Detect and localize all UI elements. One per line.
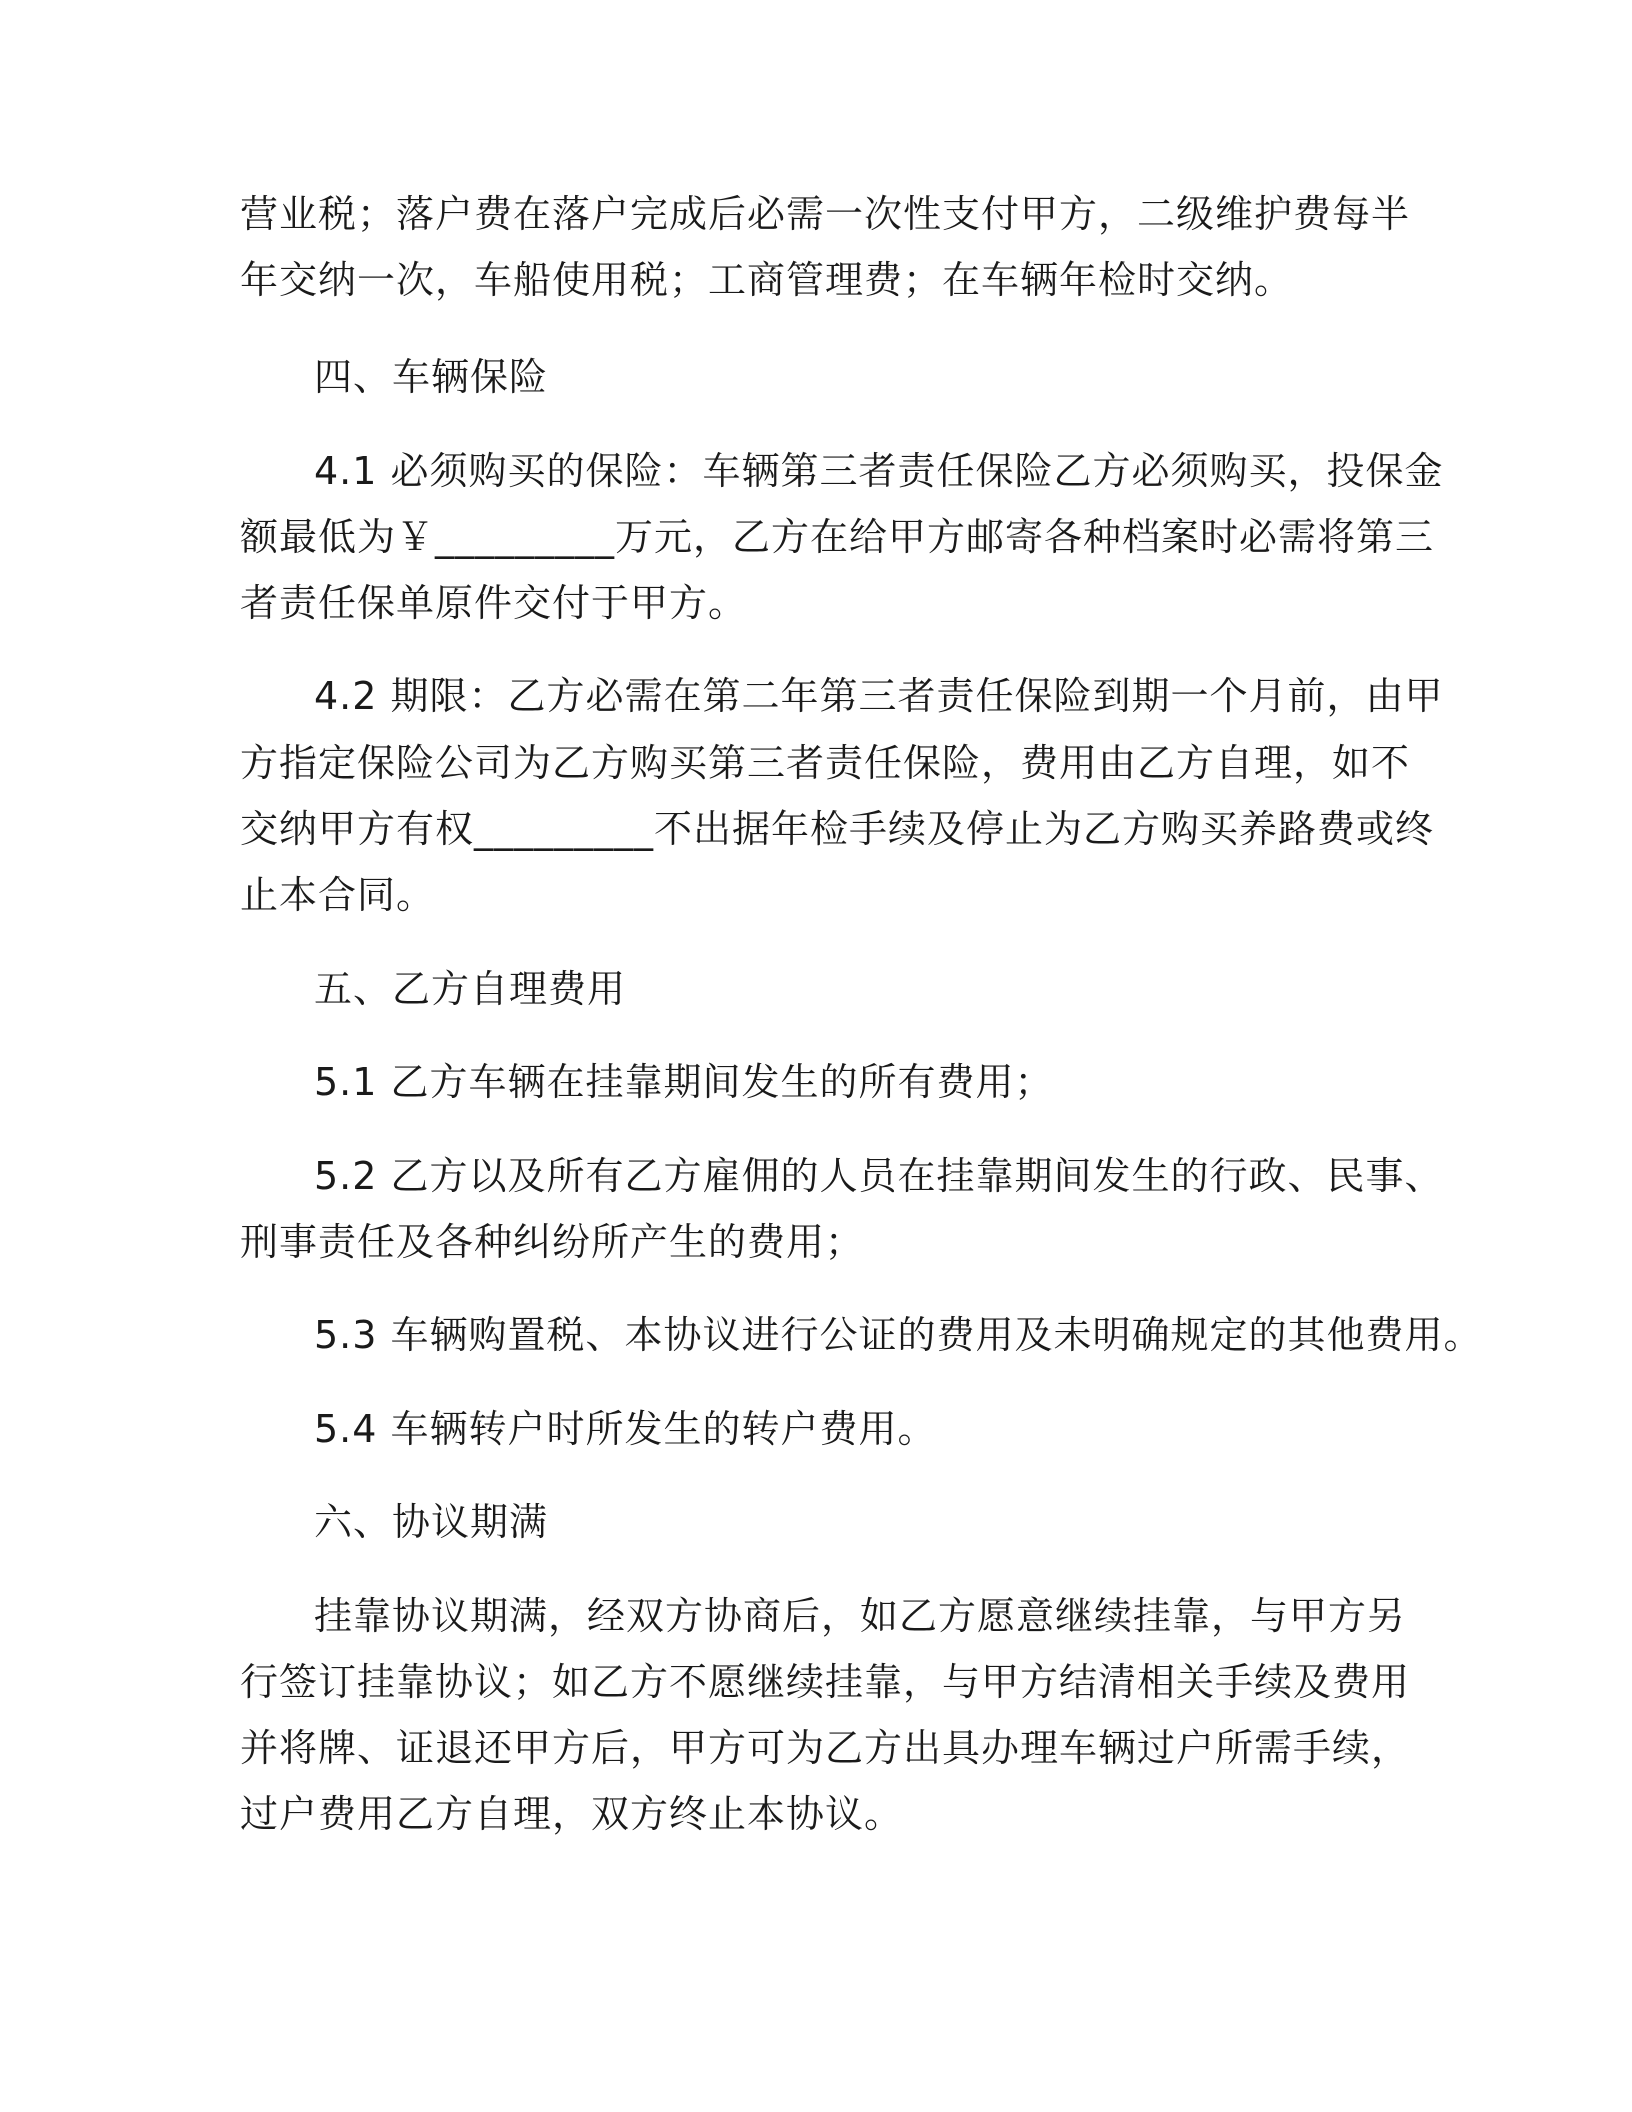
text-line: 额最低为￥_________万元，乙方在给甲方邮寄各种档案时必需将第三: [240, 515, 1435, 559]
text-line: 4.2 期限：乙方必需在第二年第三者责任保险到期一个月前，由甲: [314, 674, 1444, 718]
section-heading: 四、车辆保险: [314, 355, 549, 399]
text-line: 止本合同。: [240, 873, 436, 917]
text-line: 过户费用乙方自理，双方终止本协议。: [240, 1792, 904, 1836]
section-heading: 六、协议期满: [314, 1500, 549, 1544]
text-line: 5.3 车辆购置税、本协议进行公证的费用及未明确规定的其他费用。: [314, 1313, 1483, 1357]
text-line: 挂靠协议期满，经双方协商后，如乙方愿意继续挂靠，与甲方另: [314, 1594, 1407, 1638]
text-line: 并将牌、证退还甲方后，甲方可为乙方出具办理车辆过户所需手续，: [240, 1726, 1411, 1770]
text-line: 5.2 乙方以及所有乙方雇佣的人员在挂靠期间发生的行政、民事、: [314, 1154, 1444, 1198]
text-line: 4.1 必须购买的保险：车辆第三者责任保险乙方必须购买，投保金: [314, 449, 1444, 493]
text-line: 行签订挂靠协议；如乙方不愿继续挂靠，与甲方结清相关手续及费用: [240, 1660, 1411, 1704]
text-line: 刑事责任及各种纠纷所产生的费用；: [240, 1220, 865, 1264]
section-heading: 五、乙方自理费用: [314, 967, 627, 1011]
text-line: 5.1 乙方车辆在挂靠期间发生的所有费用；: [314, 1060, 1054, 1104]
text-line: 交纳甲方有权_________不出据年检手续及停止为乙方购买养路费或终: [240, 807, 1435, 851]
text-line: 者责任保单原件交付于甲方。: [240, 581, 748, 625]
text-line: 营业税；落户费在落户完成后必需一次性支付甲方，二级维护费每半: [240, 192, 1411, 236]
text-line: 年交纳一次，车船使用税；工商管理费；在车辆年检时交纳。: [240, 258, 1294, 302]
text-line: 方指定保险公司为乙方购买第三者责任保险，费用由乙方自理，如不: [240, 741, 1411, 785]
text-line: 5.4 车辆转户时所发生的转户费用。: [314, 1407, 937, 1451]
